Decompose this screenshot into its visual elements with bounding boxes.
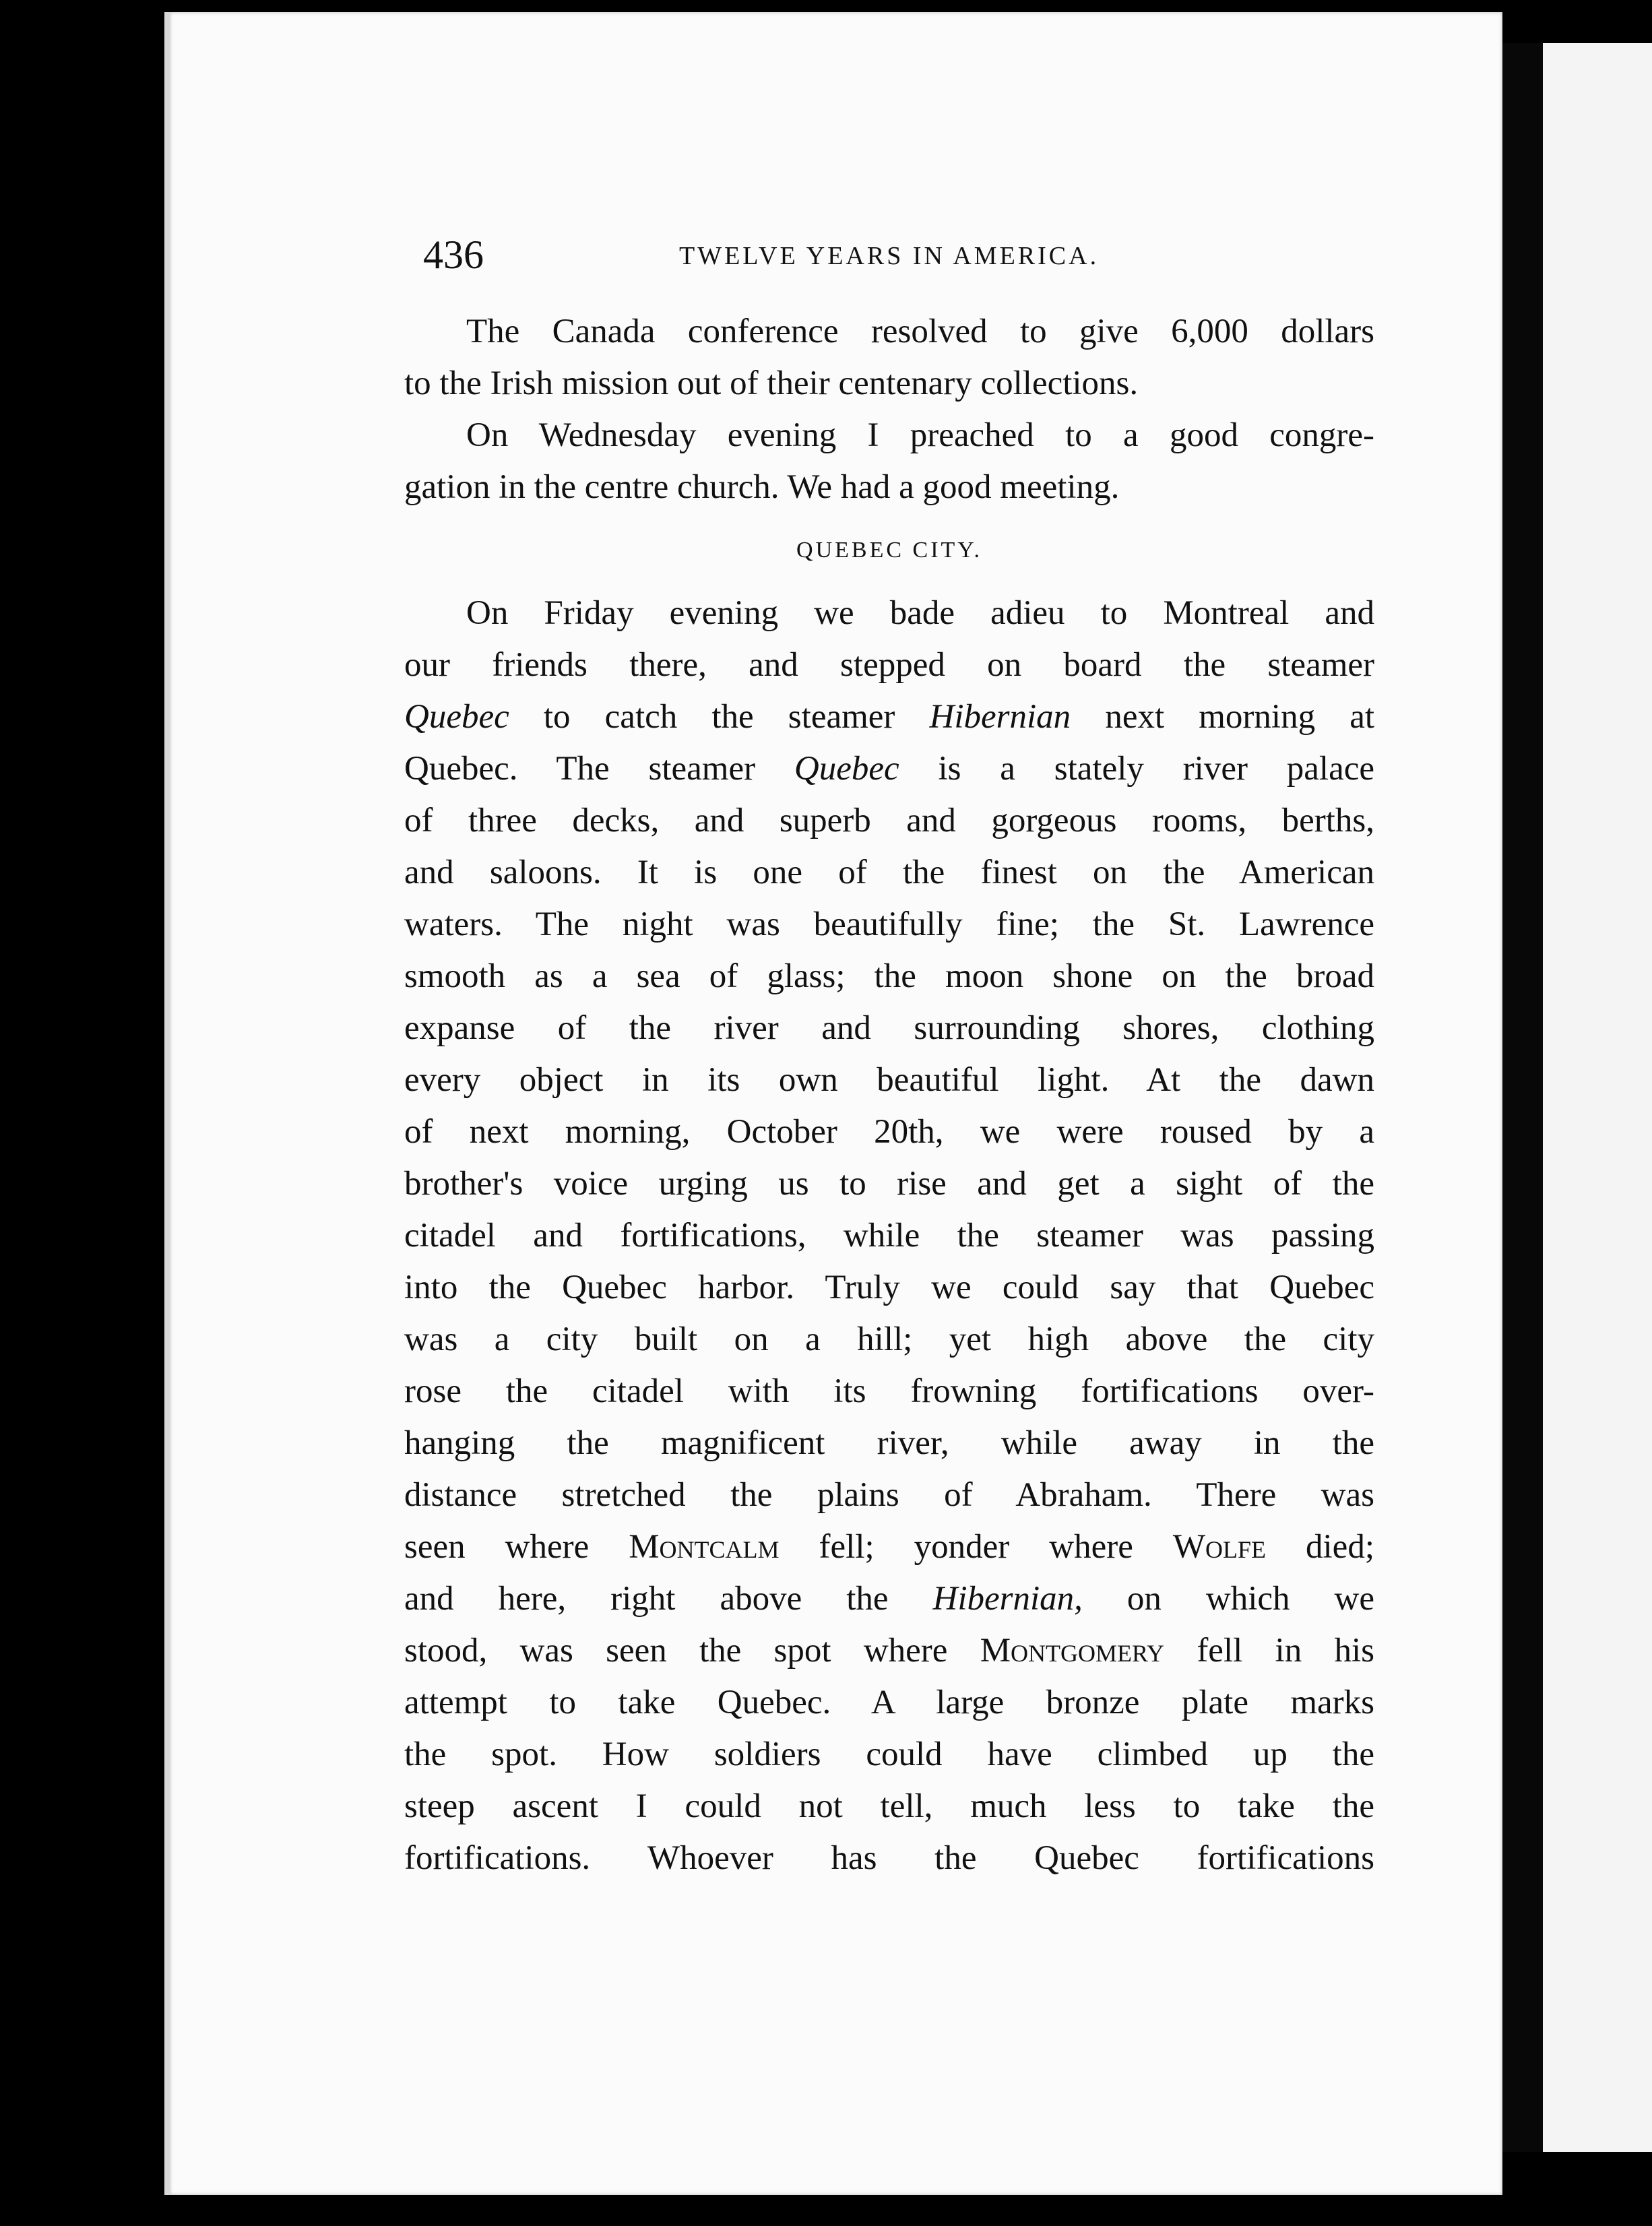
paragraph-line: citadel and fortifications, while the steamer was passing bbox=[404, 1217, 1374, 1254]
paragraph-line: gation in the centre church. We had a good meeting. bbox=[404, 468, 1120, 506]
paragraph-line: distance stretched the plains of Abraham. There was bbox=[404, 1476, 1374, 1514]
body-text bbox=[404, 306, 1374, 1884]
paragraph-line: every object in its own beautiful light. At the dawn bbox=[404, 1061, 1374, 1099]
paragraph-line: attempt to take Quebec. A large bronze plate marks bbox=[404, 1684, 1374, 1721]
gutter-shadow bbox=[1502, 43, 1543, 2152]
paragraph-line: hanging the magnificent river, while away in the bbox=[404, 1424, 1374, 1462]
person-name: Wolfe bbox=[1172, 1528, 1267, 1566]
facing-page-edge bbox=[1543, 43, 1652, 2152]
paragraph-line: expanse of the river and surrounding shores, clothing bbox=[404, 1009, 1374, 1047]
page-number: 436 bbox=[423, 232, 484, 277]
paragraph-line: On Wednesday evening I preached to a good congre- bbox=[466, 416, 1374, 454]
paragraph-line: into the Quebec harbor. Truly we could say that Quebec bbox=[404, 1269, 1374, 1306]
paragraph-line: seen where Montcalm fell; yonder where Wolfe died; bbox=[404, 1528, 1374, 1566]
paragraph-line: and here, right above the Hibernian, on which we bbox=[404, 1580, 1375, 1618]
paragraph-line: steep ascent I could not tell, much less to take the bbox=[404, 1787, 1374, 1825]
person-name: Montgomery bbox=[980, 1632, 1165, 1670]
paragraph-line: was a city built on a hill; yet high above the city bbox=[404, 1321, 1374, 1358]
paragraph-line: brother's voice urging us to rise and get a sight of the bbox=[404, 1165, 1374, 1203]
paragraph-line: to the Irish mission out of their centenary collections. bbox=[404, 364, 1139, 402]
paragraph-line: and saloons. It is one of the finest on the American bbox=[404, 854, 1374, 891]
paragraph-line: Quebec. The steamer Quebec is a stately river palace bbox=[404, 750, 1374, 788]
ship-name: Hibernian bbox=[929, 698, 1071, 736]
paragraph-line: smooth as a sea of glass; the moon shone on the broad bbox=[404, 957, 1374, 995]
ship-name: Quebec bbox=[794, 750, 899, 788]
ship-name: Quebec bbox=[404, 698, 509, 736]
paragraph-line: of three decks, and superb and gorgeous rooms, berths, bbox=[404, 802, 1374, 839]
running-head: TWELVE YEARS IN AMERICA. bbox=[679, 242, 1100, 270]
paragraph-line: Quebec to catch the steamer Hibernian next morning at bbox=[404, 698, 1375, 736]
paragraph-line: stood, was seen the spot where Montgomery fell in his bbox=[404, 1632, 1374, 1670]
page-header bbox=[423, 232, 1365, 292]
paragraph-line: waters. The night was beautifully fine; the St. Lawrence bbox=[404, 905, 1374, 943]
paragraph-line: of next morning, October 20th, we were roused by a bbox=[404, 1113, 1374, 1151]
person-name: Montcalm bbox=[629, 1528, 780, 1566]
paragraph-line: The Canada conference resolved to give 6,000 dollars bbox=[466, 313, 1374, 350]
paragraph-line: the spot. How soldiers could have climbed up the bbox=[404, 1736, 1374, 1773]
section-heading: QUEBEC CITY. bbox=[796, 538, 982, 563]
paragraph-line: rose the citadel with its frowning fortifications over- bbox=[404, 1372, 1374, 1410]
paragraph-line: our friends there, and stepped on board the steamer bbox=[404, 646, 1374, 684]
paragraph-line: On Friday evening we bade adieu to Montreal and bbox=[466, 594, 1374, 632]
paragraph-line: fortifications. Whoever has the Quebec fortifications bbox=[404, 1839, 1374, 1877]
ship-name: Hibernian, bbox=[932, 1580, 1083, 1618]
